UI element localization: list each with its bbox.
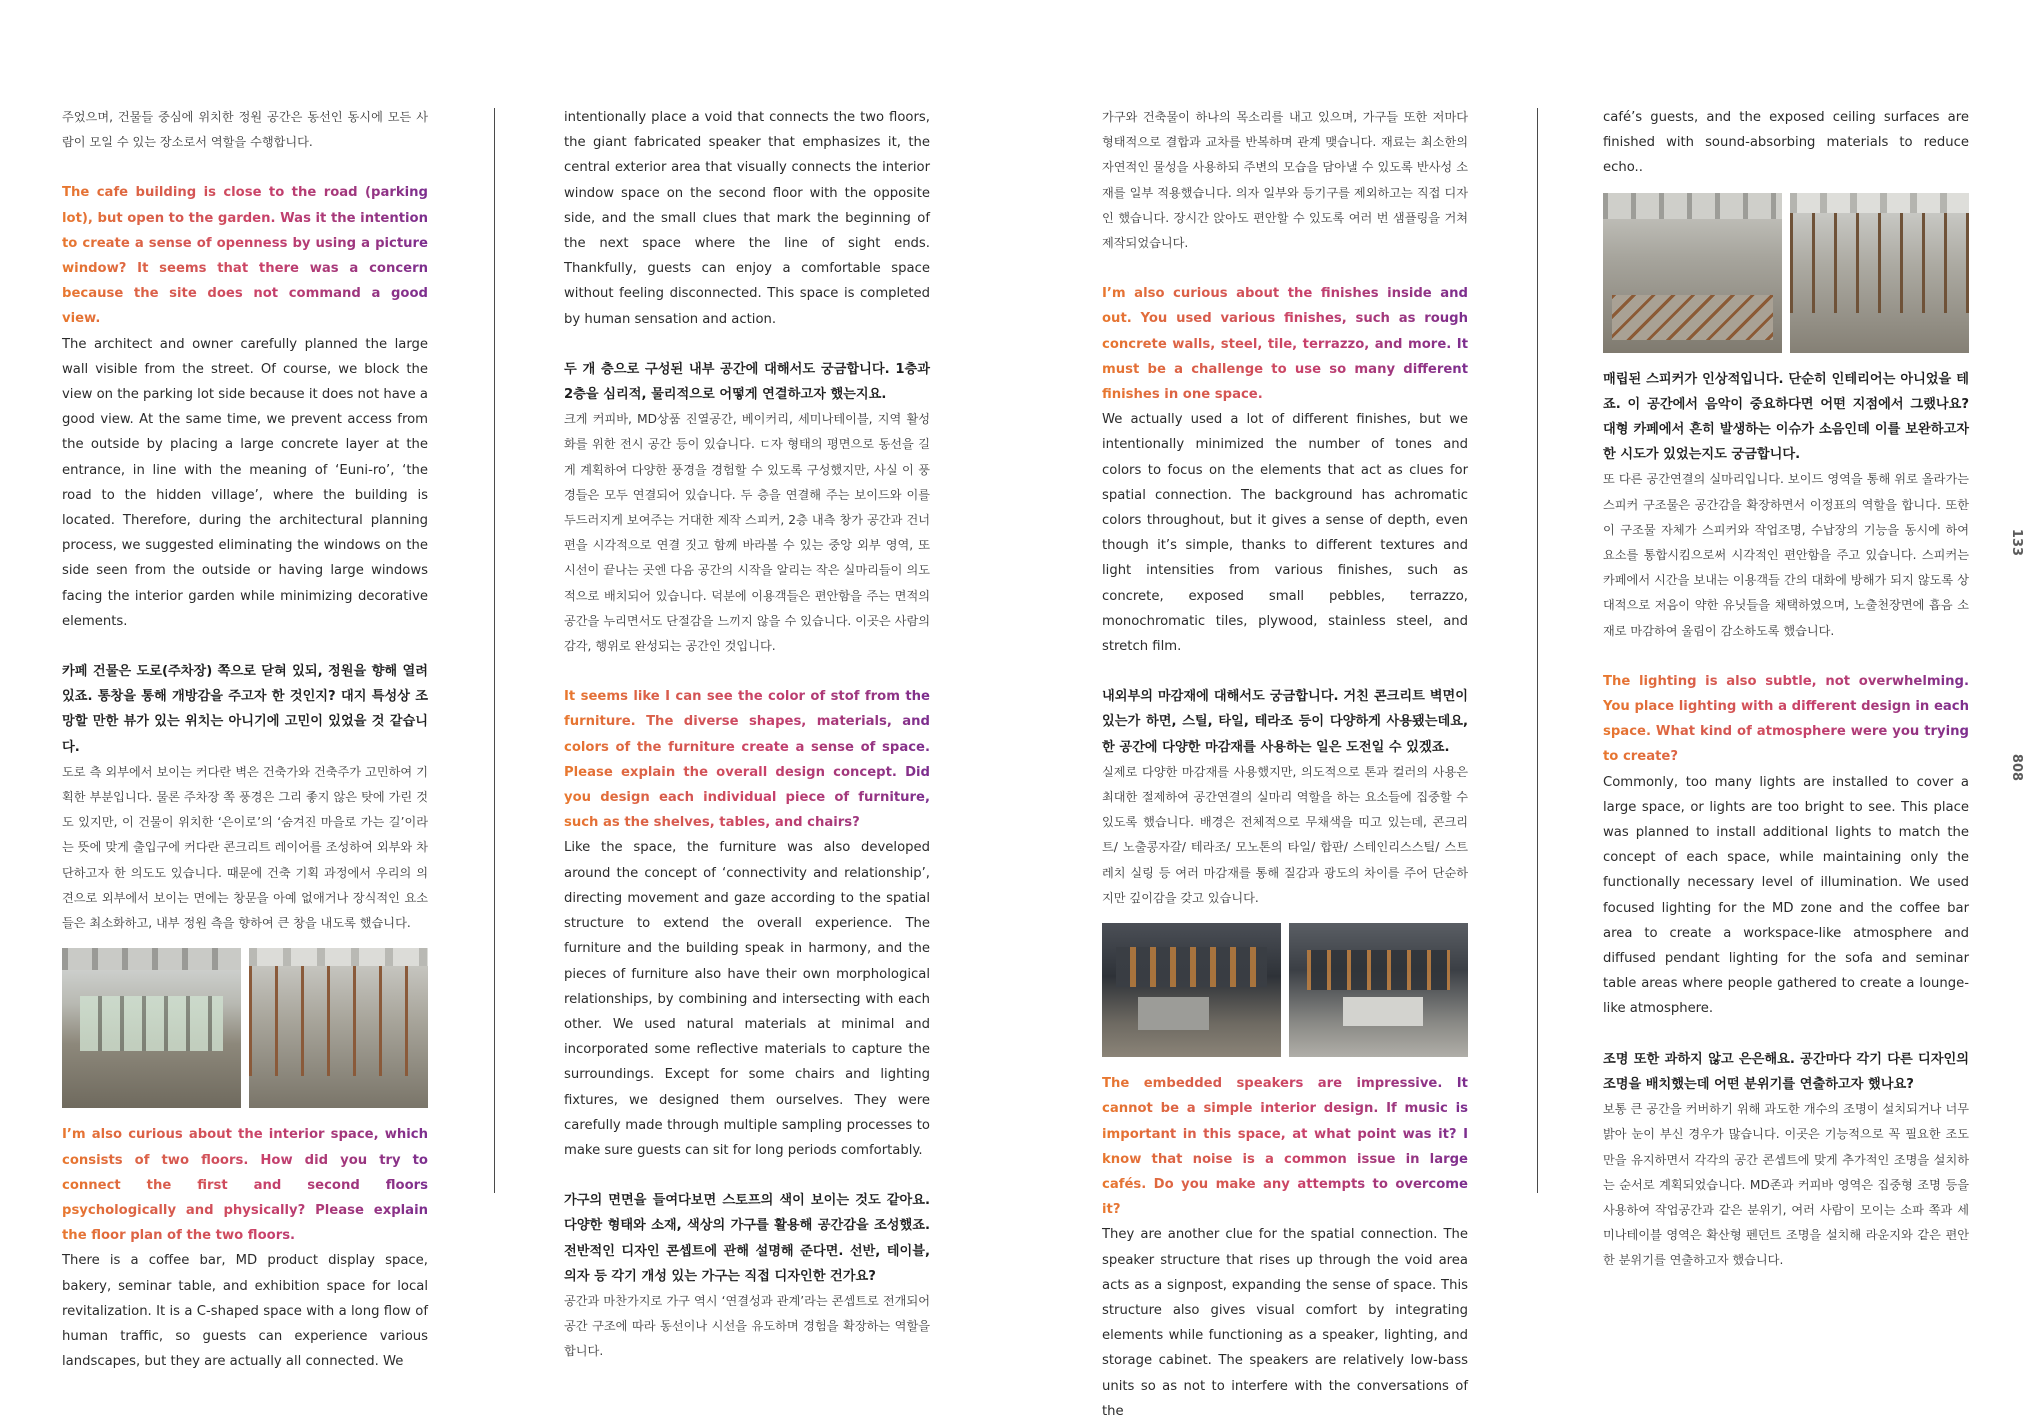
question-en: I’m also curious about the finishes inside and out. You used various finishes, such as rough concrete walls, steel, tile, terrazzo, and more. It must be a challenge to use so many different finishes in one space. [1102, 281, 1468, 407]
question-ko: 두 개 층으로 구성된 내부 공간에 대해서도 궁금합니다. 1층과 2층을 심리적, 물리적으로 어떻게 연결하고자 했는지요. [564, 361, 930, 403]
question-ko: 조명 또한 과하지 않고 은은해요. 공간마다 각기 다른 디자인의 조명을 배치했는데 어떤 분위기를 연출하고자 했나요? [1603, 1051, 1969, 1092]
answer-en: There is a coffee bar, MD product display space, bakery, seminar table, and exhibition space for local revitalization. It is a C-shaped space with a long flow of human traffic, so guests can experience various landscapes, but they are actually all connected. We [62, 1253, 428, 1370]
answer-ko: 또 다른 공간연결의 실마리입니다. 보이드 영역을 통해 위로 올라가는 스피커 구조물은 공간감을 확장하면서 이정표의 역할을 합니다. 또한 이 구조물 자체가 스피커와 작업조명, 수납장의 기능을 동시에 하여 요소를 통합시킴으로써 시각적인 편안함을 주고 있습니다. 스피커는 카페에서 시간을 보내는 이용객들 간의 대화에 방해가 되지 않도록 상대적으로 저음이 약한 유닛들을 채택하였으며, 노출천장면에 흡음 소재로 마감하여 울림이 감소하도록 했습니다. [1603, 472, 1969, 638]
text-column-4 [1603, 105, 1969, 1268]
answer-en: The architect and owner carefully planned the large wall visible from the street. Of course, we block the view on the parking lot side because it does not have a good view. At the same time, we prevent access from the outside by placing a large concrete layer at the entrance, in line with the meaning of ‘Euni-ro’, ‘the road to the hidden village’, where the building is located. Therefore, during the architectural planning process, we suggested eliminating the windows on the side seen from the outside or having large windows facing the interior garden while minimizing decorative elements. [62, 336, 428, 629]
page-number: 808 [2009, 753, 2025, 782]
answer-en: intentionally place a void that connects the two floors, the giant fabricated speaker that emphasizes it, the central exterior area that visually connects the interior window space on the second floor with the opposite side, and the small clues that mark the beginning of the next space where the line of sight ends. Thankfully, guests can enjoy a comfortable space without feeling disconnected. This space is completed by human sensation and action. [564, 110, 930, 327]
answer-en: We actually used a lot of different finishes, but we intentionally minimized the number of tones and colors to focus on the elements that act as clues for spatial connection. The background has achromatic colors throughout, but it gives a sense of depth, even though it’s simple, thanks to different textures and light intensities from various finishes, such as concrete, exposed small pebbles, terrazzo, monochromatic tiles, plywood, stainless steel, and stretch film. [1102, 412, 1468, 655]
question-en: The cafe building is close to the road (parking lot), but open to the garden. Was it the intention to create a sense of openness by using a picture window? It seems that there was a concern because the site does not command a good view. [62, 180, 428, 331]
answer-en: Commonly, too many lights are installed to cover a large space, or lights are too bright to see. This place was planned to install additional lights to match the concept of each space, while maintaining only the functionally necessary level of illumination. We used focused lighting for the MD zone and the coffee bar area to create a workspace-like atmosphere and diffused pendant lighting for the sofa and seminar table areas where people gathered to create a lounge-like atmosphere. [1603, 774, 1969, 1017]
construction-photo [1790, 193, 1969, 353]
answer-ko: 보통 큰 공간을 커버하기 위해 과도한 개수의 조명이 설치되거나 너무 밝아 눈이 부신 경우가 많습니다. 이곳은 기능적으로 꼭 필요한 조도만을 유지하면서 각각의 공간 콘셉트에 맞게 추가적인 조명을 설치하는 순서로 계획되었습니다. MD존과 커피바 영역은 집중형 조명 등을 사용하여 작업공간과 같은 분위기, 여러 사람이 모이는 소파 쪽과 세미나테이블 영역은 확산형 펜던트 조명을 설치해 라운지와 같은 편안한 분위기를 연출하고자 했습니다. [1603, 1102, 1969, 1268]
interior-photo [1102, 923, 1281, 1057]
text-column-3 [1102, 105, 1468, 1419]
answer-en: café’s guests, and the exposed ceiling surfaces are finished with sound-absorbing materials to reduce echo.. [1603, 110, 1969, 176]
answer-en: Like the space, the furniture was also developed around the concept of ‘connectivity and relationship’, directing movement and gaze according to the spatial structure to extend the overall experience. The furniture and the building speak in harmony, and the pieces of furniture also have their own morphological relationships, by combining and intersecting with each other. We used natural materials at minimal and incorporated some reflective materials to capture the surroundings. Except for some chairs and lighting fixtures, we designed them ourselves. They were carefully made through multiple sampling processes to make sure guests can sit for long periods comfortably. [564, 840, 930, 1158]
text-column-2 [564, 105, 930, 1359]
answer-ko: 크게 커피바, MD상품 진열공간, 베이커리, 세미나테이블, 지역 활성화를 위한 전시 공간 등이 있습니다. ㄷ자 형태의 평면으로 동선을 길게 계획하여 다양한 풍경을 경험할 수 있도록 구성했지만, 사실 이 풍경들은 모두 연결되어 있습니다. 두 층을 연결해 주는 보이드와 이를 두드러지게 보여주는 거대한 제작 스피커, 2층 내측 창가 공간과 건너편을 시각적으로 연결 짓고 함께 바라볼 수 있는 중앙 외부 영역, 또 시선이 끝나는 곳엔 다음 공간의 시작을 알리는 작은 실마리들이 의도적으로 배치되어 있습니다. 덕분에 이용객들은 편안함을 주는 면적의 공간을 누리면서도 단절감을 느끼지 않을 수 있습니다. 이곳은 사람의 감각, 행위로 완성되는 공간인 것입니다. [564, 412, 930, 654]
question-ko: 가구의 면면을 들여다보면 스토프의 색이 보이는 것도 같아요. 다양한 형태와 소재, 색상의 가구를 활용해 공간감을 조성했죠. 전반적인 디자인 콘셉트에 관해 설명해 준다면. 선반, 테이블, 의자 등 각기 개성 있는 가구는 직접 디자인한 건가요? [564, 1193, 930, 1284]
answer-ko: 공간과 마찬가지로 가구 역시 ‘연결성과 관계’라는 콘셉트로 전개되어 공간 구조에 따라 동선이나 시선을 유도하며 경험을 확장하는 역할을 합니다. [564, 1293, 930, 1359]
construction-photo [249, 948, 428, 1108]
answer-en: They are another clue for the spatial connection. The speaker structure that rises up through the void area acts as a signpost, expanding the sense of space. This structure also gives visual comfort by integrating elements while functioning as a speaker, lighting, and storage cabinet. The speakers are relatively low-bass units so as not to interfere with the conversations of the [1102, 1227, 1468, 1419]
photo-row [62, 948, 428, 1108]
question-en: The lighting is also subtle, not overwhelming. You place lighting with a different design in each space. What kind of atmosphere were you trying to create? [1603, 669, 1969, 770]
photo-row [1603, 193, 1969, 353]
answer-ko: 도로 측 외부에서 보이는 커다란 벽은 건축가와 건축주가 고민하여 기획한 부분입니다. 물론 주차장 쪽 풍경은 그리 좋지 않은 탓에 가린 것도 있지만, 이 건물이 위치한 ‘은이로’의 ‘숨겨진 마을로 가는 길’이라는 뜻에 맞게 출입구에 커다란 콘크리트 레이어를 조성하여 외부와 차단하고자 한 의도도 있습니다. 때문에 건축 기획 과정에서 우리의 의견으로 외부에서 보이는 면에는 창문을 아예 없애거나 장식적인 요소들은 최소화하고, 내부 정원 측을 향하여 큰 창을 내도록 했습니다. [62, 764, 428, 931]
column-divider [494, 108, 495, 1193]
question-ko: 카페 건물은 도로(주차장) 쪽으로 닫혀 있되, 정원을 향해 열려 있죠. 통창을 통해 개방감을 주고자 한 것인지? 대지 특성상 조망할 만한 뷰가 있는 위치는 아니기에 고민이 있었을 것 같습니다. [62, 664, 428, 755]
text-column-1 [62, 105, 428, 1370]
question-en: It seems like I can see the color of stof from the furniture. The diverse shapes, materials, and colors of the furniture create a sense of space. Please explain the overall design concept. Did you design each individual piece of furniture, such as the shelves, tables, and chairs? [564, 684, 930, 835]
answer-ko: 가구와 건축물이 하나의 목소리를 내고 있으며, 가구들 또한 저마다 형태적으로 결합과 교차를 반복하며 관계 맺습니다. 재료는 최소한의 자연적인 물성을 사용하되 주변의 모습을 담아낼 수 있도록 반사성 소재를 일부 적용했습니다. 의자 일부와 등기구를 제외하고는 직접 디자인 했습니다. 장시간 앉아도 편안할 수 있도록 여러 번 샘플링을 거쳐 제작되었습니다. [1102, 110, 1468, 251]
construction-photo [62, 948, 241, 1108]
paragraph: 주었으며, 건물들 중심에 위치한 정원 공간은 동선인 동시에 모든 사람이 모일 수 있는 장소로서 역할을 수행합니다. [62, 110, 428, 150]
question-ko: 내외부의 마감재에 대해서도 궁금합니다. 거친 콘크리트 벽면이 있는가 하면, 스틸, 타일, 테라조 등이 다양하게 사용됐는데요, 한 공간에 다양한 마감재를 사용하는 일은 도전일 수 있겠죠. [1102, 689, 1468, 755]
photo-row [1102, 923, 1468, 1057]
question-ko: 매립된 스피커가 인상적입니다. 단순히 인테리어는 아니었을 테죠. 이 공간에서 음악이 중요하다면 어떤 지점에서 그랬나요? 대형 카페에서 흔히 발생하는 이슈가 소음인데 이를 보완하고자 한 시도가 있었는지도 궁금합니다. [1603, 371, 1969, 463]
column-divider [1537, 108, 1538, 1193]
question-en: The embedded speakers are impressive. It cannot be a simple interior design. If music is important in this space, at what point was it? I know that noise is a common issue in large cafés. Do you make any attempts to overcome it? [1102, 1071, 1468, 1222]
answer-ko: 실제로 다양한 마감재를 사용했지만, 의도적으로 톤과 컬러의 사용은 최대한 절제하여 공간연결의 실마리 역할을 하는 요소들에 집중할 수 있도록 했습니다. 배경은 전체적으로 무채색을 띠고 있는데, 콘크리트/ 노출콩자갈/ 테라조/ 모노톤의 타일/ 합판/ 스테인리스스틸/ 스트레치 실링 등 여러 마감재를 통해 질감과 광도의 차이를 주어 단순하지만 깊이감을 갖고 있습니다. [1102, 764, 1468, 905]
page-number: 133 [2009, 528, 2025, 557]
construction-photo [1603, 193, 1782, 353]
question-en: I’m also curious about the interior space, which consists of two floors. How did you try to connect the first and second floors psychologically and physically? Please explain the floor plan of the two floors. [62, 1122, 428, 1248]
interior-photo [1289, 923, 1468, 1057]
